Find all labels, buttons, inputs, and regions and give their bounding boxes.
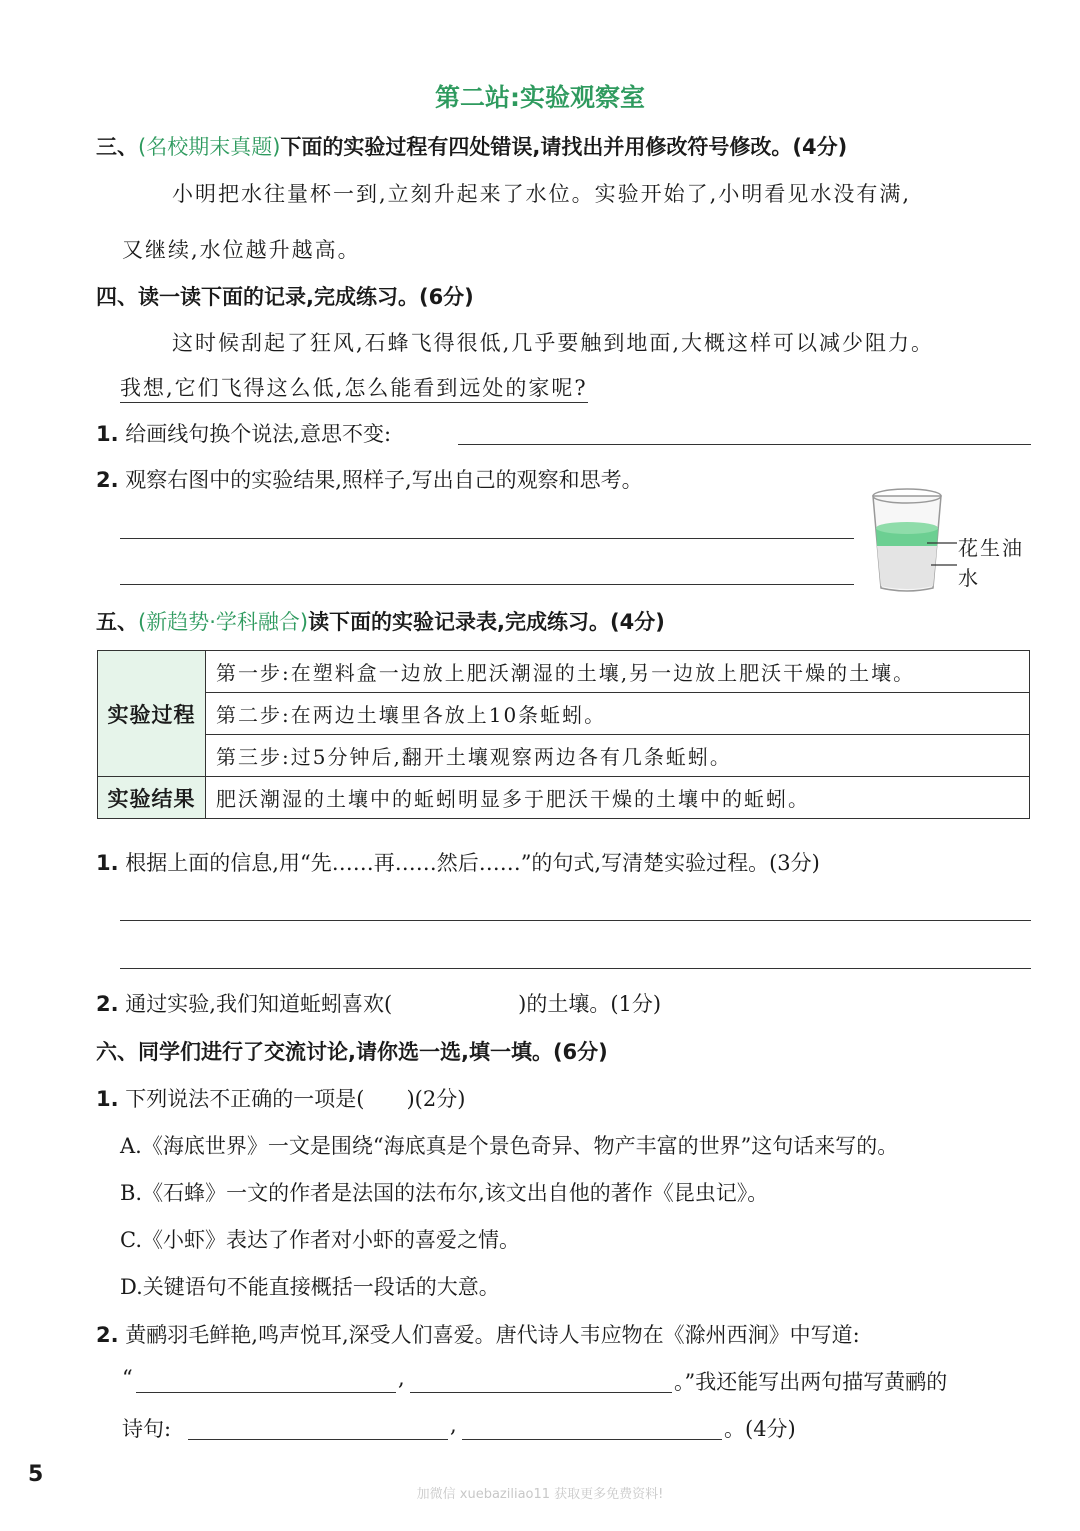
section4-heading: 四、读一读下面的记录,完成练习。(6分) xyxy=(96,285,474,309)
section5-q1-text: 根据上面的信息,用“先……再……然后……”的句式,写清楚实验过程。(3分) xyxy=(125,851,820,875)
section3-text-line1: 小明把水往量杯一到,立刻升起来了水位。实验开始了,小明看见水没有满, xyxy=(172,182,912,206)
poem-blank-3[interactable] xyxy=(188,1439,448,1440)
section5-q1-num: 1. xyxy=(96,851,119,875)
section6-q1-text: 下列说法不正确的一项是( )(2分) xyxy=(125,1087,466,1111)
water-label: 水 xyxy=(958,566,980,590)
open-quote: “ xyxy=(122,1366,133,1390)
section4-q2 xyxy=(96,464,643,494)
section3-text-line2: 又继续,水位越升越高。 xyxy=(122,238,361,262)
section6-q2-num: 2. xyxy=(96,1323,119,1347)
section4-q1-answer-line[interactable] xyxy=(458,444,1031,445)
table-row xyxy=(98,735,1030,777)
option-c[interactable]: C.《小虾》表达了作者对小虾的喜爱之情。 xyxy=(120,1228,520,1252)
table-row xyxy=(98,651,1030,693)
section4-q1-num: 1. xyxy=(96,422,119,446)
result-label-cell: 实验结果 xyxy=(98,777,206,819)
section4-q2-num: 2. xyxy=(96,468,119,492)
process-label-cell: 实验过程 xyxy=(98,651,206,777)
section4-q2-answer-line-2[interactable] xyxy=(120,584,854,585)
poem-blank-2[interactable] xyxy=(410,1392,672,1393)
section5-q1 xyxy=(96,847,820,877)
section6-heading: 六、同学们进行了交流讨论,请你选一选,填一填。(6分) xyxy=(96,1040,608,1064)
step2-cell: 第二步:在两边土壤里各放上10条蚯蚓。 xyxy=(206,693,1030,735)
section5-title: 读下面的实验记录表,完成练习。(4分) xyxy=(308,610,665,634)
station-title: 第二站:实验观察室 xyxy=(435,83,645,112)
step1-cell: 第一步:在塑料盒一边放上肥沃潮湿的土壤,另一边放上肥沃干燥的土壤。 xyxy=(206,651,1030,693)
section6-q2-end: 。(4分) xyxy=(724,1417,796,1441)
section4-q1 xyxy=(96,418,391,448)
section5-q1-answer-line-1[interactable] xyxy=(120,920,1031,921)
poem-blank-4[interactable] xyxy=(462,1439,722,1440)
section4-q1-text: 给画线句换个说法,意思不变: xyxy=(125,422,392,446)
section3-title: 下面的实验过程有四处错误,请找出并用修改符号修改。(4分) xyxy=(280,135,848,159)
section5-num: 五、 xyxy=(96,610,138,634)
poem-blank-1[interactable] xyxy=(136,1392,396,1393)
section5-q2 xyxy=(96,988,661,1018)
section6-q2-line2-tail: 。”我还能写出两句描写黄鹂的 xyxy=(674,1370,948,1394)
option-a[interactable]: A.《海底世界》一文是围绕“海底真是个景色奇异、物产丰富的世界”这句话来写的。 xyxy=(120,1134,899,1158)
watermark-footer: 加微信 xuebaziliao11 获取更多免费资料! xyxy=(416,1487,664,1502)
experiment-record-table xyxy=(97,650,1030,819)
poem-comma-2: , xyxy=(450,1413,457,1437)
poem-comma-1: , xyxy=(398,1366,405,1390)
section6-q2-text: 黄鹂羽毛鲜艳,鸣声悦耳,深受人们喜爱。唐代诗人韦应物在《滁州西涧》中写道: xyxy=(125,1323,860,1347)
section4-q2-text: 观察右图中的实验结果,照样子,写出自己的观察和思考。 xyxy=(125,468,643,492)
section4-q2-answer-line-1[interactable] xyxy=(120,538,854,539)
section3-num: 三、 xyxy=(96,135,138,159)
section5-q2-text: 通过实验,我们知道蚯蚓喜欢( )的土壤。(1分) xyxy=(125,992,662,1016)
section3-heading xyxy=(96,131,847,161)
oil-label: 花生油 xyxy=(958,536,1024,560)
underlined-sentence-text: 我想,它们飞得这么低,怎么能看到远处的家呢? xyxy=(120,376,588,403)
section5-q2-num: 2. xyxy=(96,992,119,1016)
section6-q2 xyxy=(96,1319,860,1349)
section4-text-line1: 这时候刮起了狂风,石蜂飞得很低,几乎要触到地面,大概这样可以减少阻力。 xyxy=(172,331,935,355)
result-cell: 肥沃潮湿的土壤中的蚯蚓明显多于肥沃干燥的土壤中的蚯蚓。 xyxy=(206,777,1030,819)
section6-q1 xyxy=(96,1083,465,1113)
section3-tag: (名校期末真题) xyxy=(138,135,281,159)
section5-heading xyxy=(96,606,665,636)
page-number: 5 xyxy=(28,1462,44,1487)
table-row xyxy=(98,777,1030,819)
option-b[interactable]: B.《石蜂》一文的作者是法国的法布尔,该文出自他的著作《昆虫记》。 xyxy=(120,1181,769,1205)
section6-q2-line3-start: 诗句: xyxy=(122,1417,172,1441)
step3-cell: 第三步:过5分钟后,翻开土壤观察两边各有几条蚯蚓。 xyxy=(206,735,1030,777)
table-row xyxy=(98,693,1030,735)
section6-q1-num: 1. xyxy=(96,1087,119,1111)
section5-tag: (新趋势·学科融合) xyxy=(138,610,309,634)
section4-underlined-sentence xyxy=(120,372,588,402)
option-d[interactable]: D.关键语句不能直接概括一段话的大意。 xyxy=(120,1275,500,1299)
section5-q1-answer-line-2[interactable] xyxy=(120,968,1031,969)
